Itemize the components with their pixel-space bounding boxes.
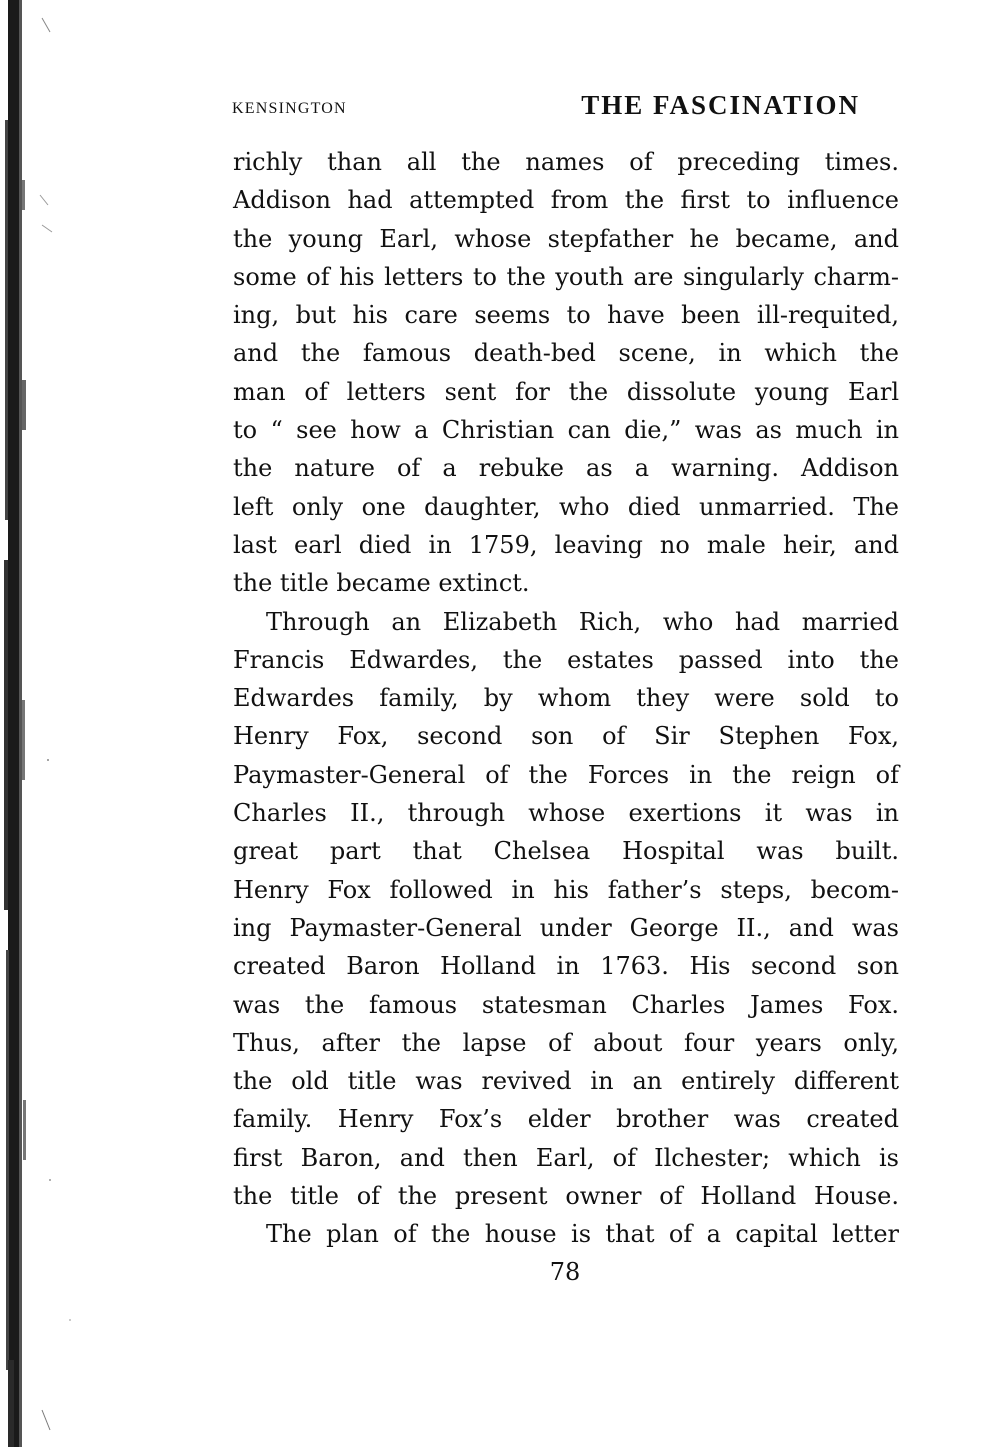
text-line: Charles II., through whose exertions it was in [233,799,899,828]
text-line: man of letters sent for the dissolute young Earl [233,377,899,406]
text-line: family. Henry Fox’s elder brother was created [233,1105,899,1134]
text-line: richly than all the names of preceding times. [233,148,899,176]
text-line: first Baron, and then Earl, of Ilchester; which is [233,1143,899,1172]
text-line: Paymaster-General of the Forces in the reign of [233,760,899,789]
text-line: to “ see how a Christian can die,” was as much in [233,416,899,445]
text-line: left only one daughter, who died unmarried. The [233,492,899,521]
scan-specks [30,0,100,1447]
text-line: the old title was revived in an entirely different [233,1067,899,1096]
text-line: some of his letters to the youth are singularly charm- [233,262,899,291]
text-line: Henry Fox followed in his father’s steps, becom- [233,875,899,904]
text-line: the nature of a rebuke as a warning. Addison [233,454,899,483]
text-line: the young Earl, whose stepfather he became, and [233,224,899,253]
text-line: ing Paymaster-General under George II., and was [233,913,899,942]
text-line: last earl died in 1759, leaving no male heir, and [233,530,899,559]
text-line: the title became extinct. [233,569,530,598]
text-line: The plan of the house is that of a capital letter [266,1220,899,1249]
running-head-section: KENSINGTON [232,100,347,117]
text-line: Addison had attempted from the first to influence [233,186,899,215]
text-line: Francis Edwardes, the estates passed into the [233,645,899,674]
text-line: the title of the present owner of Holland House. [233,1182,899,1211]
page-number: 78 [549,1258,581,1286]
text-line: and the famous death-bed scene, in which the [233,339,899,368]
text-line: was the famous statesman Charles James Fox. [233,990,899,1019]
text-line: Edwardes family, by whom they were sold to [233,684,899,713]
text-line: great part that Chelsea Hospital was built. [233,837,899,866]
text-line: created Baron Holland in 1763. His second son [233,952,899,981]
scan-binding-edge [0,0,30,1447]
running-head-title: THE FASCINATION [581,90,860,120]
body-text [233,143,899,1254]
text-line: ing, but his care seems to have been ill-requited, [233,301,899,330]
text-line: Thus, after the lapse of about four years only, [233,1028,899,1057]
text-line: Henry Fox, second son of Sir Stephen Fox, [233,722,899,751]
text-line: Through an Elizabeth Rich, who had married [266,607,899,636]
running-head [232,90,860,126]
